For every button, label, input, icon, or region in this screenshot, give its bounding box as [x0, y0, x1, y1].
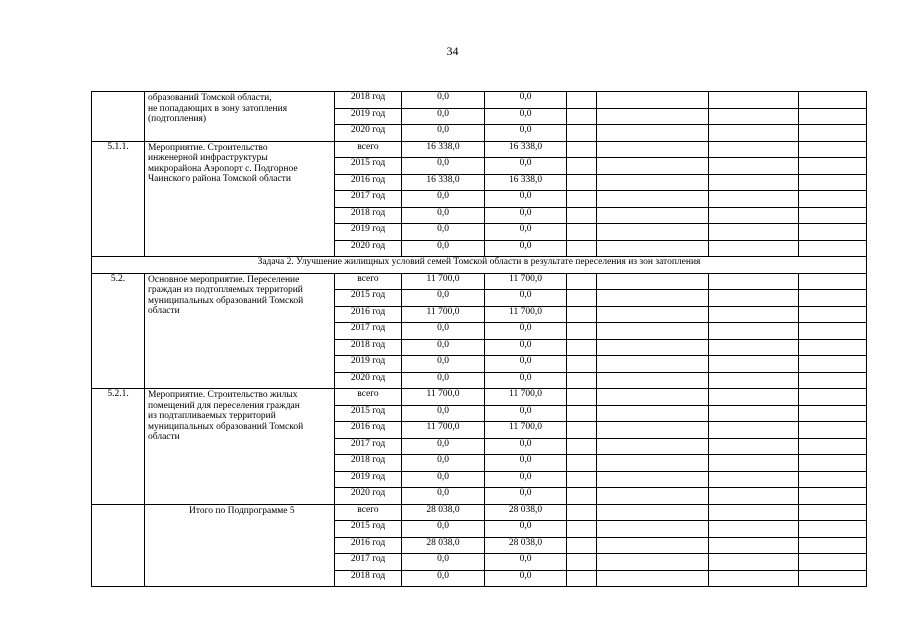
- empty-cell: [709, 554, 799, 571]
- table-row: [92, 504, 867, 521]
- item-name-line: не попадающих в зону затопления: [148, 103, 288, 114]
- empty-cell: [799, 372, 867, 389]
- empty-cell: [799, 108, 867, 125]
- amount-regional-cell: 16 338,0: [485, 141, 567, 158]
- empty-cell: [709, 224, 799, 241]
- item-name: [145, 141, 335, 257]
- empty-cell: [709, 405, 799, 422]
- item-name-line: из подтапливаемых территорий: [148, 411, 276, 421]
- period-cell: 2019 год: [335, 471, 402, 488]
- item-number: [92, 92, 145, 142]
- amount-regional-cell: 0,0: [485, 405, 567, 422]
- empty-cell: [567, 438, 597, 455]
- item-number: 5.2.1.: [92, 389, 145, 505]
- amount-regional-cell: 0,0: [485, 372, 567, 389]
- empty-cell: [709, 240, 799, 257]
- empty-cell: [597, 438, 709, 455]
- period-cell: 2019 год: [335, 108, 402, 125]
- item-name: [145, 273, 335, 389]
- empty-cell: [567, 537, 597, 554]
- empty-cell: [709, 372, 799, 389]
- empty-cell: [597, 240, 709, 257]
- empty-cell: [799, 273, 867, 290]
- amount-total-cell: 0,0: [402, 554, 485, 571]
- empty-cell: [709, 438, 799, 455]
- empty-cell: [597, 125, 709, 142]
- empty-cell: [567, 92, 597, 109]
- empty-cell: [709, 125, 799, 142]
- amount-regional-cell: 0,0: [485, 471, 567, 488]
- period-cell: 2015 год: [335, 521, 402, 538]
- item-name-line: области: [148, 306, 180, 316]
- empty-cell: [567, 323, 597, 340]
- empty-cell: [567, 356, 597, 373]
- empty-cell: [597, 174, 709, 191]
- empty-cell: [597, 521, 709, 538]
- amount-total-cell: 28 038,0: [402, 504, 485, 521]
- empty-cell: [597, 488, 709, 505]
- period-cell: 2020 год: [335, 125, 402, 142]
- empty-cell: [799, 323, 867, 340]
- amount-regional-cell: 11 700,0: [485, 306, 567, 323]
- empty-cell: [709, 174, 799, 191]
- item-name-line: образований Томской области,: [148, 93, 272, 103]
- period-cell: всего: [335, 273, 402, 290]
- item-name-line: муниципальных образований Томской: [148, 295, 304, 306]
- empty-cell: [567, 422, 597, 439]
- item-name-line: (подтопления): [148, 114, 207, 124]
- empty-cell: [709, 455, 799, 472]
- empty-cell: [597, 422, 709, 439]
- empty-cell: [799, 224, 867, 241]
- page-number: 34: [446, 44, 459, 58]
- empty-cell: [709, 158, 799, 175]
- empty-cell: [567, 570, 597, 587]
- empty-cell: [567, 306, 597, 323]
- period-cell: 2015 год: [335, 290, 402, 307]
- item-name-line: микрорайона Аэропорт с. Подгорное: [148, 163, 298, 174]
- amount-total-cell: 0,0: [402, 372, 485, 389]
- period-cell: 2017 год: [335, 554, 402, 571]
- amount-regional-cell: 0,0: [485, 438, 567, 455]
- empty-cell: [597, 273, 709, 290]
- empty-cell: [597, 389, 709, 406]
- empty-cell: [799, 92, 867, 109]
- table-row: [92, 389, 867, 406]
- period-cell: всего: [335, 389, 402, 406]
- item-name-line: помещений для переселения граждан: [148, 400, 300, 411]
- empty-cell: [709, 521, 799, 538]
- amount-total-cell: 0,0: [402, 455, 485, 472]
- amount-regional-cell: 0,0: [485, 290, 567, 307]
- empty-cell: [709, 389, 799, 406]
- amount-regional-cell: 28 038,0: [485, 537, 567, 554]
- empty-cell: [597, 405, 709, 422]
- period-cell: 2015 год: [335, 158, 402, 175]
- amount-regional-cell: 0,0: [485, 339, 567, 356]
- empty-cell: [799, 554, 867, 571]
- amount-regional-cell: 28 038,0: [485, 504, 567, 521]
- empty-cell: [567, 108, 597, 125]
- empty-cell: [709, 141, 799, 158]
- empty-cell: [799, 504, 867, 521]
- period-cell: 2018 год: [335, 92, 402, 109]
- period-cell: всего: [335, 504, 402, 521]
- empty-cell: [799, 356, 867, 373]
- empty-cell: [597, 191, 709, 208]
- period-cell: 2018 год: [335, 455, 402, 472]
- item-name-line: граждан из подтопляемых территорий: [148, 285, 303, 295]
- amount-regional-cell: 0,0: [485, 356, 567, 373]
- amount-total-cell: 0,0: [402, 521, 485, 538]
- amount-regional-cell: 0,0: [485, 207, 567, 224]
- empty-cell: [799, 240, 867, 257]
- period-cell: 2019 год: [335, 224, 402, 241]
- amount-total-cell: 0,0: [402, 240, 485, 257]
- amount-regional-cell: 0,0: [485, 521, 567, 538]
- empty-cell: [597, 108, 709, 125]
- empty-cell: [709, 108, 799, 125]
- amount-regional-cell: 0,0: [485, 488, 567, 505]
- table-body: [92, 92, 867, 587]
- period-cell: всего: [335, 141, 402, 158]
- empty-cell: [799, 422, 867, 439]
- amount-regional-cell: 0,0: [485, 455, 567, 472]
- empty-cell: [709, 323, 799, 340]
- empty-cell: [567, 224, 597, 241]
- empty-cell: [709, 290, 799, 307]
- empty-cell: [799, 207, 867, 224]
- amount-total-cell: 16 338,0: [402, 174, 485, 191]
- empty-cell: [597, 356, 709, 373]
- amount-total-cell: 0,0: [402, 405, 485, 422]
- empty-cell: [597, 323, 709, 340]
- period-cell: 2016 год: [335, 422, 402, 439]
- empty-cell: [799, 471, 867, 488]
- empty-cell: [709, 537, 799, 554]
- item-name-line: Итого по Подпрограмме 5: [189, 505, 295, 516]
- item-name-line: Основное мероприятие. Переселение: [148, 274, 300, 285]
- amount-total-cell: 11 700,0: [402, 389, 485, 406]
- amount-regional-cell: 11 700,0: [485, 422, 567, 439]
- task-row: [92, 257, 867, 274]
- empty-cell: [709, 356, 799, 373]
- task-heading: Задача 2. Улучшение жилищных условий семей Томской области в результате переселения из зон затопления: [92, 257, 867, 274]
- empty-cell: [799, 405, 867, 422]
- empty-cell: [567, 488, 597, 505]
- period-cell: 2020 год: [335, 488, 402, 505]
- empty-cell: [567, 141, 597, 158]
- period-cell: 2017 год: [335, 438, 402, 455]
- amount-regional-cell: 0,0: [485, 570, 567, 587]
- amount-total-cell: 0,0: [402, 471, 485, 488]
- empty-cell: [799, 191, 867, 208]
- amount-regional-cell: 0,0: [485, 125, 567, 142]
- period-cell: 2016 год: [335, 537, 402, 554]
- empty-cell: [799, 141, 867, 158]
- amount-regional-cell: 11 700,0: [485, 273, 567, 290]
- empty-cell: [709, 273, 799, 290]
- empty-cell: [709, 339, 799, 356]
- amount-total-cell: 0,0: [402, 158, 485, 175]
- item-name: [145, 92, 335, 142]
- empty-cell: [709, 471, 799, 488]
- empty-cell: [597, 471, 709, 488]
- empty-cell: [597, 92, 709, 109]
- empty-cell: [597, 554, 709, 571]
- empty-cell: [567, 158, 597, 175]
- amount-regional-cell: 0,0: [485, 240, 567, 257]
- item-name: [145, 389, 335, 505]
- empty-cell: [799, 521, 867, 538]
- period-cell: 2019 год: [335, 356, 402, 373]
- empty-cell: [597, 372, 709, 389]
- amount-total-cell: 0,0: [402, 92, 485, 109]
- empty-cell: [597, 570, 709, 587]
- table-row: [92, 92, 867, 109]
- empty-cell: [597, 158, 709, 175]
- empty-cell: [799, 537, 867, 554]
- empty-cell: [799, 438, 867, 455]
- item-name-line: Чаинского района Томской области: [148, 174, 291, 184]
- amount-total-cell: 0,0: [402, 108, 485, 125]
- empty-cell: [567, 273, 597, 290]
- period-cell: 2017 год: [335, 191, 402, 208]
- empty-cell: [709, 422, 799, 439]
- empty-cell: [799, 125, 867, 142]
- empty-cell: [597, 224, 709, 241]
- empty-cell: [567, 554, 597, 571]
- empty-cell: [567, 504, 597, 521]
- empty-cell: [799, 174, 867, 191]
- period-cell: 2020 год: [335, 240, 402, 257]
- amount-regional-cell: 0,0: [485, 108, 567, 125]
- amount-total-cell: 0,0: [402, 339, 485, 356]
- empty-cell: [799, 389, 867, 406]
- item-name-line: муниципальных образований Томской: [148, 421, 304, 432]
- period-cell: 2016 год: [335, 306, 402, 323]
- empty-cell: [597, 306, 709, 323]
- amount-regional-cell: 0,0: [485, 323, 567, 340]
- empty-cell: [567, 174, 597, 191]
- empty-cell: [597, 207, 709, 224]
- empty-cell: [597, 290, 709, 307]
- empty-cell: [709, 570, 799, 587]
- item-name: [145, 504, 335, 587]
- empty-cell: [567, 290, 597, 307]
- amount-total-cell: 16 338,0: [402, 141, 485, 158]
- empty-cell: [709, 488, 799, 505]
- empty-cell: [567, 191, 597, 208]
- item-name-line: Мероприятие. Строительство жилых: [148, 390, 298, 400]
- program-table: [91, 91, 867, 587]
- empty-cell: [597, 339, 709, 356]
- empty-cell: [597, 537, 709, 554]
- empty-cell: [567, 207, 597, 224]
- amount-total-cell: 11 700,0: [402, 306, 485, 323]
- empty-cell: [799, 339, 867, 356]
- amount-regional-cell: 0,0: [485, 191, 567, 208]
- amount-total-cell: 0,0: [402, 438, 485, 455]
- empty-cell: [709, 504, 799, 521]
- empty-cell: [799, 488, 867, 505]
- amount-total-cell: 0,0: [402, 356, 485, 373]
- period-cell: 2018 год: [335, 570, 402, 587]
- amount-total-cell: 0,0: [402, 224, 485, 241]
- empty-cell: [799, 306, 867, 323]
- amount-total-cell: 0,0: [402, 570, 485, 587]
- empty-cell: [709, 92, 799, 109]
- item-number: [92, 504, 145, 587]
- amount-total-cell: 11 700,0: [402, 273, 485, 290]
- amount-total-cell: 11 700,0: [402, 422, 485, 439]
- amount-regional-cell: 0,0: [485, 158, 567, 175]
- empty-cell: [799, 570, 867, 587]
- amount-regional-cell: 0,0: [485, 224, 567, 241]
- amount-total-cell: 0,0: [402, 191, 485, 208]
- empty-cell: [567, 372, 597, 389]
- empty-cell: [567, 405, 597, 422]
- empty-cell: [597, 504, 709, 521]
- table-row: [92, 141, 867, 158]
- empty-cell: [799, 455, 867, 472]
- empty-cell: [567, 455, 597, 472]
- item-number: 5.2.: [92, 273, 145, 389]
- empty-cell: [567, 240, 597, 257]
- period-cell: 2020 год: [335, 372, 402, 389]
- empty-cell: [709, 207, 799, 224]
- amount-total-cell: 0,0: [402, 488, 485, 505]
- empty-cell: [567, 389, 597, 406]
- amount-total-cell: 0,0: [402, 207, 485, 224]
- period-cell: 2018 год: [335, 207, 402, 224]
- amount-regional-cell: 11 700,0: [485, 389, 567, 406]
- amount-total-cell: 0,0: [402, 125, 485, 142]
- empty-cell: [597, 455, 709, 472]
- empty-cell: [567, 125, 597, 142]
- amount-regional-cell: 16 338,0: [485, 174, 567, 191]
- table-row: [92, 273, 867, 290]
- period-cell: 2018 год: [335, 339, 402, 356]
- amount-regional-cell: 0,0: [485, 554, 567, 571]
- empty-cell: [799, 158, 867, 175]
- amount-total-cell: 0,0: [402, 290, 485, 307]
- empty-cell: [709, 306, 799, 323]
- empty-cell: [567, 339, 597, 356]
- empty-cell: [597, 141, 709, 158]
- item-name-line: инженерной инфраструктуры: [148, 153, 268, 163]
- amount-total-cell: 0,0: [402, 323, 485, 340]
- period-cell: 2015 год: [335, 405, 402, 422]
- empty-cell: [709, 191, 799, 208]
- item-number: 5.1.1.: [92, 141, 145, 257]
- amount-regional-cell: 0,0: [485, 92, 567, 109]
- item-name-line: области: [148, 432, 180, 442]
- period-cell: 2016 год: [335, 174, 402, 191]
- empty-cell: [567, 471, 597, 488]
- empty-cell: [799, 290, 867, 307]
- item-name-line: Мероприятие. Строительство: [148, 142, 268, 153]
- period-cell: 2017 год: [335, 323, 402, 340]
- empty-cell: [567, 521, 597, 538]
- amount-total-cell: 28 038,0: [402, 537, 485, 554]
